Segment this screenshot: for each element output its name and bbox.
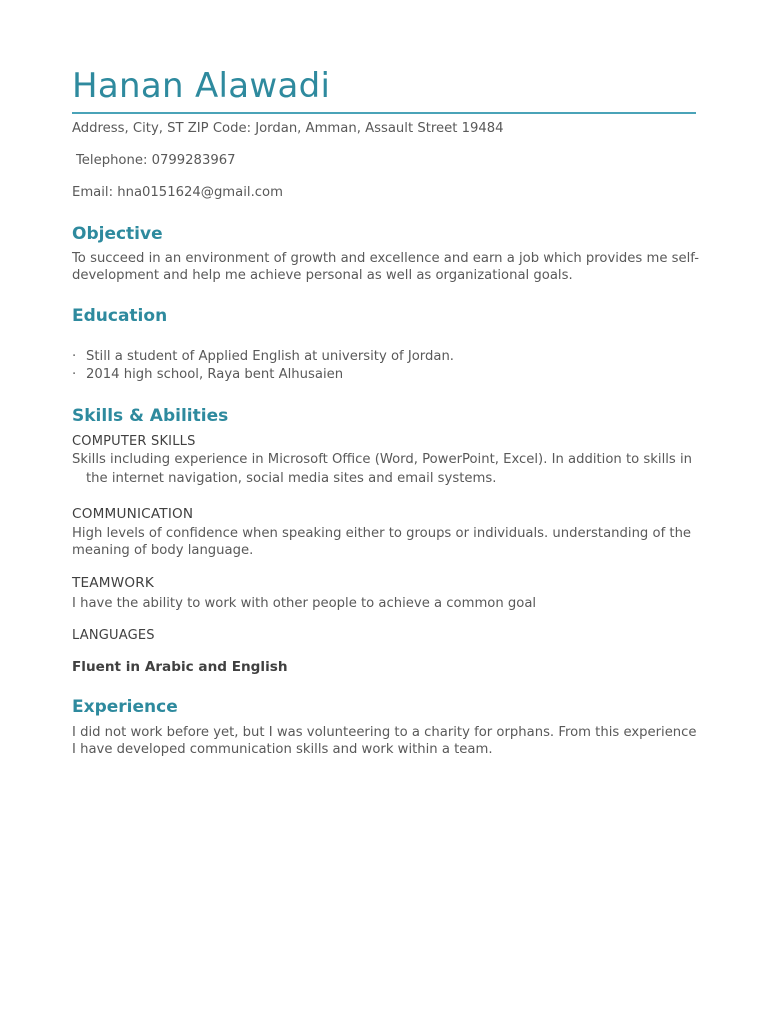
languages-title: LANGUAGES bbox=[72, 628, 155, 643]
list-item bbox=[72, 366, 454, 384]
address-line: Address, City, ST ZIP Code: Jordan, Amman, Assault Street 19484 bbox=[72, 121, 504, 136]
experience-heading: Experience bbox=[72, 697, 178, 717]
telephone-line: Telephone: 0799283967 bbox=[76, 153, 236, 168]
communication-text: High levels of confidence when speaking either to groups or individuals. understanding of the meaning of body language. bbox=[72, 526, 692, 558]
header-divider bbox=[72, 112, 696, 114]
list-item bbox=[72, 348, 454, 366]
communication-title: COMMUNICATION bbox=[72, 506, 194, 522]
objective-heading: Objective bbox=[72, 224, 163, 244]
education-list bbox=[72, 348, 454, 383]
education-item-text: Still a student of Applied English at university of Jordan. bbox=[86, 349, 455, 364]
objective-text: To succeed in an environment of growth and excellence and earn a job which provides me self-development and help me achieve personal as well as organizational goals. bbox=[72, 251, 699, 283]
education-item-text: 2014 high school, Raya bent Alhusaien bbox=[86, 366, 344, 382]
email-line: Email: hna0151624@gmail.com bbox=[72, 185, 283, 200]
bullet-icon: · bbox=[72, 366, 77, 382]
teamwork-title: TEAMWORK bbox=[72, 575, 155, 591]
teamwork-text: I have the ability to work with other people to achieve a common goal bbox=[72, 596, 537, 611]
experience-text: I did not work before yet, but I was volunteering to a charity for orphans. From this experience I have developed communication skills and work within a team. bbox=[72, 725, 697, 757]
computer-skills-title: COMPUTER SKILLS bbox=[72, 434, 196, 449]
skills-heading: Skills & Abilities bbox=[72, 406, 229, 426]
education-heading: Education bbox=[72, 306, 168, 326]
languages-text: Fluent in Arabic and English bbox=[72, 659, 288, 675]
computer-skills-text: Skills including experience in Microsoft Office (Word, PowerPoint, Excel). In addition to skills in the internet navigation, social media sites and email systems. bbox=[72, 452, 692, 486]
candidate-name: Hanan Alawadi bbox=[72, 66, 331, 106]
bullet-icon: · bbox=[72, 349, 77, 364]
